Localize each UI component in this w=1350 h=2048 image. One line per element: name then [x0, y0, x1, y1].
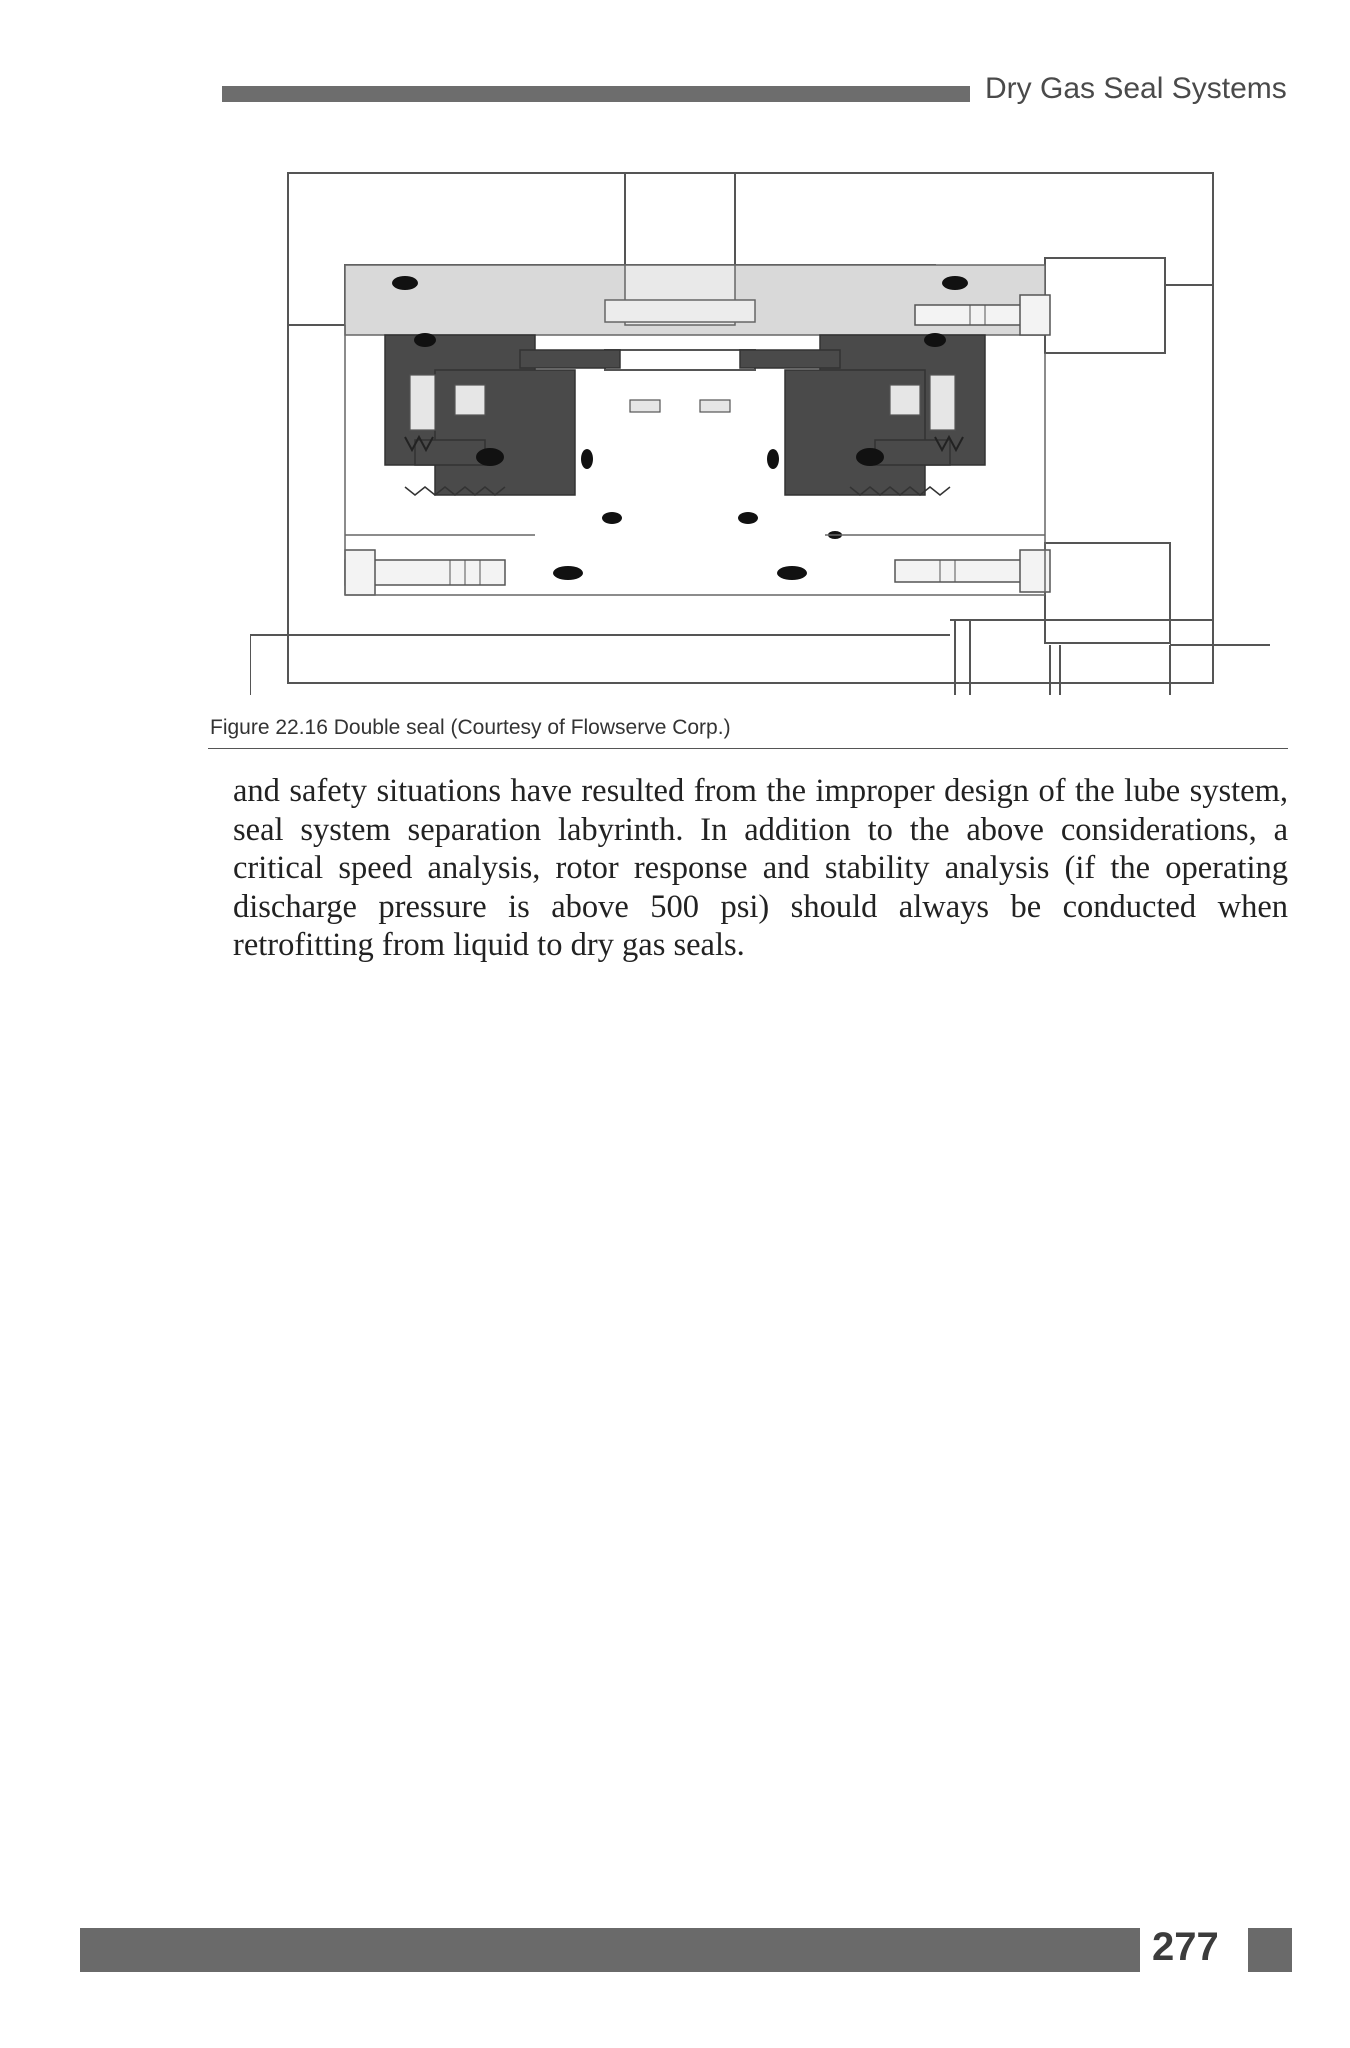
double-seal-figure	[250, 165, 1270, 710]
double-seal-drawing	[250, 165, 1270, 710]
footer-bar	[80, 1928, 1140, 1972]
header-bar	[222, 86, 970, 102]
body-paragraph: and safety situations have resulted from the improper design of the lube system, seal system separation labyrinth. In addition to the above considerations, a critical speed analysis, rotor response and stability analysis (if the operating discharge pressure is above 500 psi) should always be conducted when retrofitting from liquid to dry gas seals.	[233, 773, 1288, 963]
page-number: 277	[1152, 1925, 1219, 1969]
footer-block	[1248, 1928, 1292, 1972]
running-head: Dry Gas Seal Systems	[985, 72, 1287, 105]
caption-rule	[208, 748, 1288, 749]
figure-caption: Figure 22.16 Double seal (Courtesy of Flowserve Corp.)	[210, 716, 731, 739]
